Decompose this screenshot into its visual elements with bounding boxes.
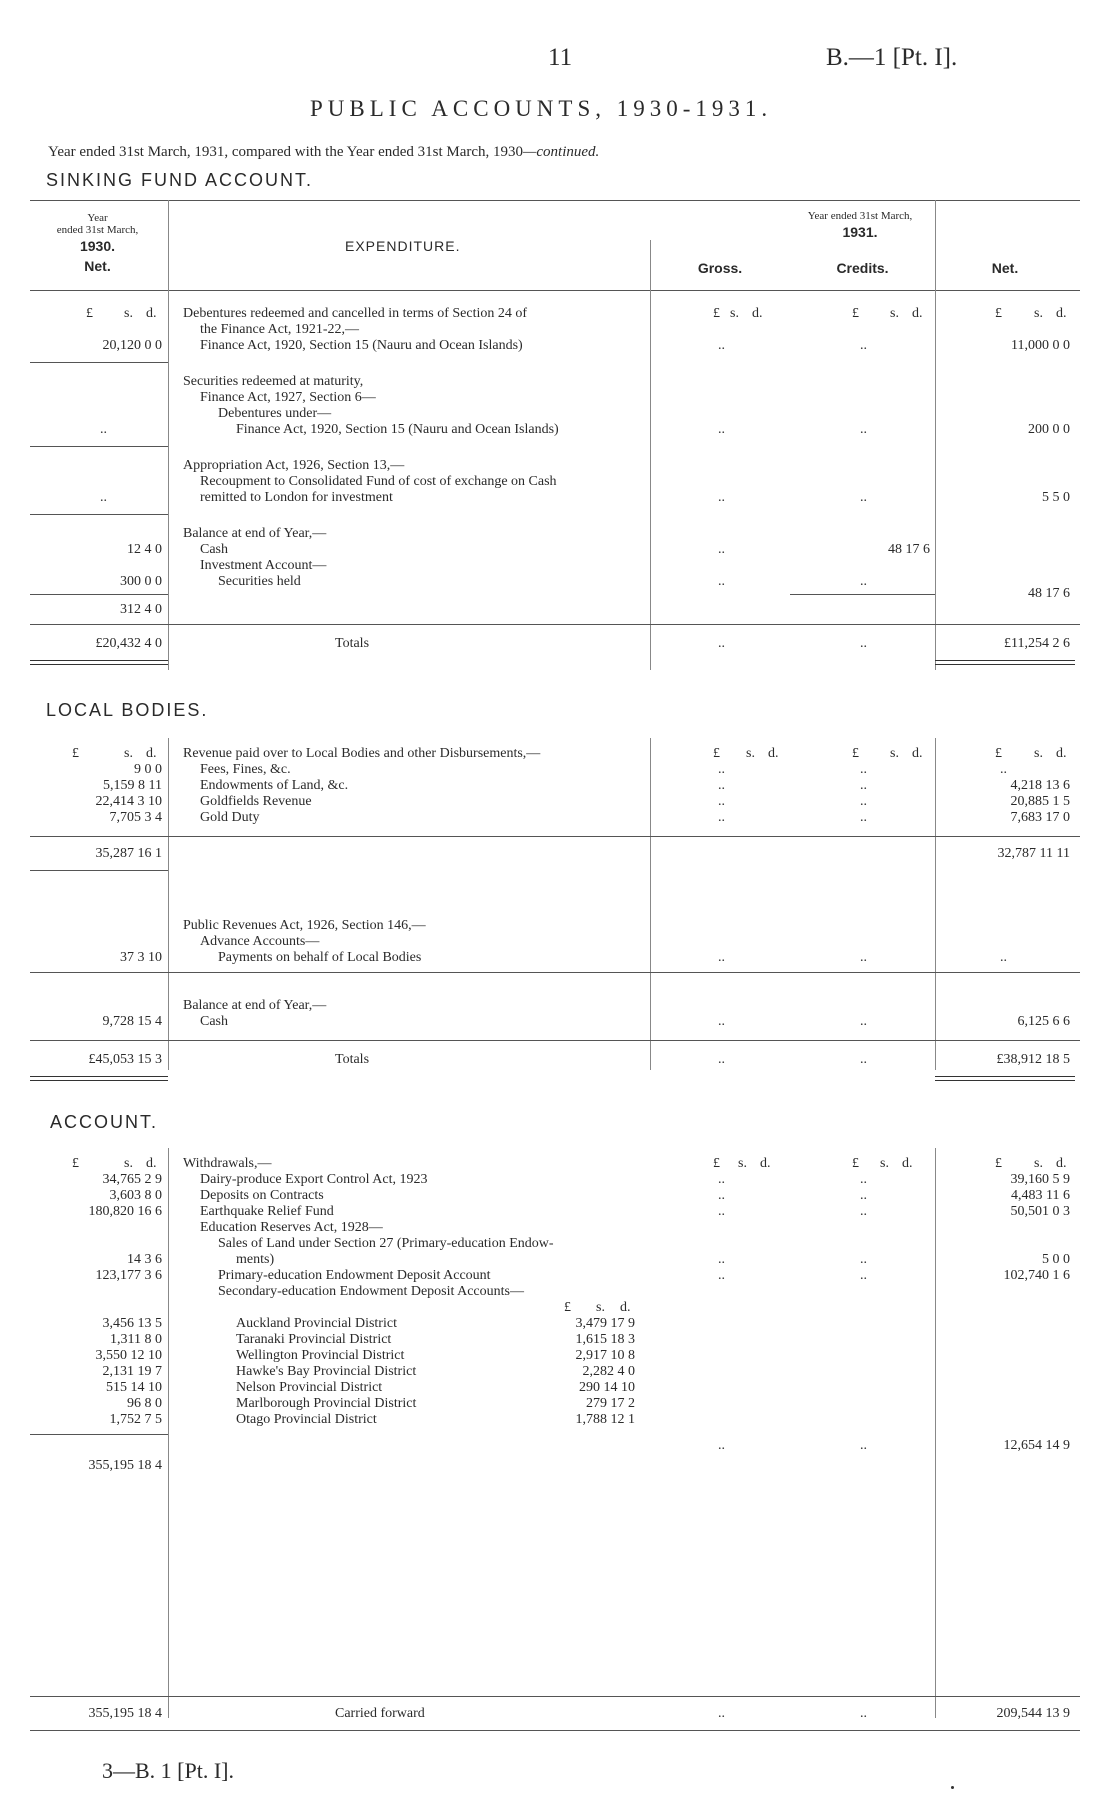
public-revenues-line1: Public Revenues Act, 1926, Section 146,— bbox=[183, 918, 426, 933]
col-cur-year-line: Year ended 31st March, bbox=[807, 210, 913, 222]
subtotal-rule bbox=[30, 836, 1080, 837]
debentures-line3: Finance Act, 1920, Section 15 (Nauru and Ocean Islands) bbox=[200, 338, 523, 353]
dots: .. bbox=[860, 1706, 867, 1721]
cash-credits: 48 17 6 bbox=[888, 542, 930, 557]
unit-s: s. bbox=[1034, 306, 1043, 321]
dots: .. bbox=[718, 810, 725, 825]
unit-d: d. bbox=[146, 746, 157, 761]
unit-s: s. bbox=[890, 746, 899, 761]
local-totals-label: Totals bbox=[335, 1052, 370, 1067]
account-item-label: Dairy-produce Export Control Act, 1923 bbox=[200, 1172, 428, 1187]
local-subtotal-prev: 35,287 16 1 bbox=[95, 846, 162, 861]
primary-prev: 123,177 3 6 bbox=[95, 1268, 162, 1283]
subtotal-rule bbox=[790, 594, 935, 595]
row-rule bbox=[30, 446, 168, 447]
row-rule bbox=[30, 972, 1080, 973]
dots: .. bbox=[860, 422, 867, 437]
dots: .. bbox=[718, 794, 725, 809]
public-revenues-net: .. bbox=[1000, 950, 1007, 965]
secondary-line: Secondary-education Endowment Deposit Accounts— bbox=[218, 1284, 524, 1299]
dots: .. bbox=[718, 542, 725, 557]
page-title: PUBLIC ACCOUNTS, 1930-1931. bbox=[310, 96, 773, 121]
district-prev: 3,456 13 5 bbox=[102, 1316, 162, 1331]
local-balance-line1: Balance at end of Year,— bbox=[183, 998, 327, 1013]
unit-pound: £ bbox=[995, 1156, 1002, 1171]
unit-d: d. bbox=[1056, 1156, 1067, 1171]
col-divider bbox=[168, 1148, 169, 1718]
col-divider bbox=[650, 738, 651, 1070]
district-amount: 1,615 18 3 bbox=[575, 1332, 635, 1347]
carried-forward-net: 209,544 13 9 bbox=[996, 1706, 1070, 1721]
dots: .. bbox=[718, 1014, 725, 1029]
page-subtitle bbox=[48, 144, 599, 161]
district-amount: 290 14 10 bbox=[579, 1380, 635, 1395]
balance-line1: Balance at end of Year,— bbox=[183, 526, 327, 541]
page-number: 11 bbox=[548, 44, 573, 71]
col-net: Net. bbox=[991, 260, 1019, 276]
securities-line3: Debentures under— bbox=[218, 406, 332, 421]
unit-d: d. bbox=[912, 746, 923, 761]
local-balance-line2: Cash bbox=[200, 1014, 228, 1029]
dots: .. bbox=[100, 422, 107, 437]
unit-d: d. bbox=[768, 746, 779, 761]
unit-d: d. bbox=[146, 1156, 157, 1171]
primary-line: Primary-education Endowment Deposit Account bbox=[218, 1268, 491, 1283]
balance-prev-total: 312 4 0 bbox=[120, 602, 162, 617]
local-totals-prev: £45,053 15 3 bbox=[88, 1052, 162, 1067]
account-item-label: Deposits on Contracts bbox=[200, 1188, 324, 1203]
primary-net: 102,740 1 6 bbox=[1003, 1268, 1070, 1283]
dots: .. bbox=[860, 950, 867, 965]
local-subtotal-net: 32,787 11 11 bbox=[997, 846, 1070, 861]
carried-forward-label: Carried forward bbox=[335, 1706, 425, 1721]
public-revenues-line3: Payments on behalf of Local Bodies bbox=[218, 950, 422, 965]
unit-d: d. bbox=[620, 1300, 631, 1315]
account-item-net: 4,483 11 6 bbox=[1011, 1188, 1070, 1203]
unit-d: d. bbox=[912, 306, 923, 321]
dots: .. bbox=[718, 1052, 725, 1067]
dots: .. bbox=[718, 636, 725, 651]
dots: .. bbox=[860, 762, 867, 777]
district-label: Taranaki Provincial District bbox=[236, 1332, 392, 1347]
securities-line2: Finance Act, 1927, Section 6— bbox=[200, 390, 376, 405]
sales-line1: Sales of Land under Section 27 (Primary-education Endow- bbox=[218, 1236, 554, 1251]
dots: .. bbox=[860, 338, 867, 353]
district-label: Marlborough Provincial District bbox=[236, 1396, 417, 1411]
dots: .. bbox=[860, 1052, 867, 1067]
unit-pound: £ bbox=[995, 306, 1002, 321]
unit-s: s. bbox=[124, 306, 133, 321]
revenue-heading: Revenue paid over to Local Bodies and other Disbursements,— bbox=[183, 746, 541, 761]
local-item-label: Gold Duty bbox=[200, 810, 260, 825]
col-gross: Gross. bbox=[697, 260, 743, 276]
row-rule bbox=[30, 624, 1080, 625]
subtotal-rule bbox=[30, 1434, 168, 1435]
local-item-label: Goldfields Revenue bbox=[200, 794, 312, 809]
dots: .. bbox=[718, 1172, 725, 1187]
totals-prev: £20,432 4 0 bbox=[95, 636, 162, 651]
section-heading-sinking-fund: SINKING FUND ACCOUNT. bbox=[46, 170, 314, 190]
dots: .. bbox=[718, 778, 725, 793]
sales-line2: ments) bbox=[236, 1252, 275, 1267]
unit-pound: £ bbox=[852, 306, 859, 321]
col-divider bbox=[935, 1148, 936, 1718]
totals-label: Totals bbox=[335, 636, 370, 651]
unit-s: s. bbox=[124, 1156, 133, 1171]
account-item-prev: 3,603 8 0 bbox=[109, 1188, 162, 1203]
dots: .. bbox=[860, 490, 867, 505]
unit-s: s. bbox=[596, 1300, 605, 1315]
unit-pound: £ bbox=[852, 1156, 859, 1171]
col-expenditure: EXPENDITURE. bbox=[345, 238, 461, 254]
unit-s: s. bbox=[730, 306, 739, 321]
district-amount: 1,788 12 1 bbox=[575, 1412, 635, 1427]
dots: .. bbox=[718, 1188, 725, 1203]
district-prev: 2,131 19 7 bbox=[102, 1364, 162, 1379]
unit-pound: £ bbox=[564, 1300, 571, 1315]
totals-net: £11,254 2 6 bbox=[1004, 636, 1070, 651]
district-amount: 2,282 4 0 bbox=[582, 1364, 635, 1379]
education-heading: Education Reserves Act, 1928— bbox=[200, 1220, 383, 1235]
sales-net: 5 0 0 bbox=[1042, 1252, 1070, 1267]
appropriation-line3: remitted to London for investment bbox=[200, 490, 393, 505]
dots: .. bbox=[860, 1252, 867, 1267]
balance-line3: Investment Account— bbox=[200, 558, 327, 573]
subtitle-continued: —continued. bbox=[523, 144, 600, 160]
unit-pound: £ bbox=[995, 746, 1002, 761]
col-divider bbox=[935, 200, 936, 670]
account-item-net: 39,160 5 9 bbox=[1010, 1172, 1070, 1187]
dots: .. bbox=[718, 574, 725, 589]
local-item-prev: 5,159 8 11 bbox=[103, 778, 162, 793]
local-balance-net: 6,125 6 6 bbox=[1017, 1014, 1070, 1029]
balance-line2: Cash bbox=[200, 542, 228, 557]
dots: .. bbox=[860, 1014, 867, 1029]
local-item-net: .. bbox=[1000, 762, 1007, 777]
sales-prev: 14 3 6 bbox=[127, 1252, 162, 1267]
district-amount: 3,479 17 9 bbox=[575, 1316, 635, 1331]
public-revenues-line2: Advance Accounts— bbox=[200, 934, 320, 949]
section-heading-account: ACCOUNT. bbox=[50, 1112, 159, 1132]
col-prev-net: Net. bbox=[84, 258, 111, 274]
district-label: Wellington Provincial District bbox=[236, 1348, 405, 1363]
subtotal-rule bbox=[30, 594, 168, 595]
unit-s: s. bbox=[124, 746, 133, 761]
unit-d: d. bbox=[752, 306, 763, 321]
district-label: Auckland Provincial District bbox=[236, 1316, 397, 1331]
account-item-net: 50,501 0 3 bbox=[1010, 1204, 1070, 1219]
unit-d: d. bbox=[902, 1156, 913, 1171]
district-prev: 96 8 0 bbox=[127, 1396, 162, 1411]
account-item-prev: 180,820 16 6 bbox=[88, 1204, 162, 1219]
debentures-net: 11,000 0 0 bbox=[1011, 338, 1070, 353]
document-reference: B.—1 [Pt. I]. bbox=[826, 44, 958, 71]
row-rule bbox=[30, 1730, 1080, 1731]
dots: .. bbox=[718, 338, 725, 353]
col-prev-year: 1930. bbox=[79, 238, 116, 254]
dots: .. bbox=[860, 1188, 867, 1203]
dots: .. bbox=[860, 636, 867, 651]
local-totals-net: £38,912 18 5 bbox=[996, 1052, 1070, 1067]
appropriation-line2: Recoupment to Consolidated Fund of cost of exchange on Cash bbox=[200, 474, 557, 489]
unit-pound: £ bbox=[852, 746, 859, 761]
dots: .. bbox=[860, 1172, 867, 1187]
dots: .. bbox=[860, 794, 867, 809]
dots: .. bbox=[718, 950, 725, 965]
dots: .. bbox=[718, 762, 725, 777]
debentures-line2: the Finance Act, 1921-22,— bbox=[200, 322, 360, 337]
dots: .. bbox=[718, 1706, 725, 1721]
col-divider bbox=[650, 240, 651, 670]
local-item-prev: 9 0 0 bbox=[134, 762, 162, 777]
ink-speck bbox=[951, 1786, 954, 1789]
subtitle-main: Year ended 31st March, 1931, compared with the Year ended 31st March, 1930 bbox=[48, 144, 524, 160]
col-cur-year: 1931. bbox=[842, 224, 878, 240]
debentures-line1: Debentures redeemed and cancelled in terms of Section 24 of bbox=[183, 306, 528, 321]
cash-prev: 12 4 0 bbox=[127, 542, 162, 557]
row-rule bbox=[30, 870, 168, 871]
unit-pound: £ bbox=[713, 746, 720, 761]
district-prev: 1,311 8 0 bbox=[110, 1332, 162, 1347]
dots: .. bbox=[860, 1268, 867, 1283]
district-label: Hawke's Bay Provincial District bbox=[236, 1364, 417, 1379]
col-prev-year-line2: ended 31st March, bbox=[56, 224, 139, 236]
unit-s: s. bbox=[746, 746, 755, 761]
unit-s: s. bbox=[1034, 746, 1043, 761]
securities-held-prev: 300 0 0 bbox=[120, 574, 162, 589]
col-divider bbox=[168, 200, 169, 670]
header-top-rule bbox=[30, 200, 1080, 201]
unit-pound: £ bbox=[713, 1156, 720, 1171]
dots: .. bbox=[718, 1204, 725, 1219]
dots: .. bbox=[718, 1438, 725, 1453]
dots: .. bbox=[718, 422, 725, 437]
debentures-prev: 20,120 0 0 bbox=[102, 338, 162, 353]
district-prev: 515 14 10 bbox=[106, 1380, 162, 1395]
district-label: Nelson Provincial District bbox=[236, 1380, 383, 1395]
appropriation-net: 5 5 0 bbox=[1042, 490, 1070, 505]
dots: .. bbox=[860, 778, 867, 793]
col-credits: Credits. bbox=[836, 260, 889, 276]
local-item-prev: 22,414 3 10 bbox=[95, 794, 162, 809]
appropriation-line1: Appropriation Act, 1926, Section 13,— bbox=[183, 458, 405, 473]
district-amount: 279 17 2 bbox=[586, 1396, 635, 1411]
local-item-net: 4,218 13 6 bbox=[1010, 778, 1070, 793]
withdrawals-heading: Withdrawals,— bbox=[183, 1156, 272, 1171]
dots: .. bbox=[860, 1438, 867, 1453]
public-revenues-prev: 37 3 10 bbox=[120, 950, 162, 965]
district-prev: 3,550 12 10 bbox=[95, 1348, 162, 1363]
unit-pound: £ bbox=[86, 306, 93, 321]
totals-double-rule bbox=[30, 1076, 168, 1081]
row-rule bbox=[30, 514, 168, 515]
securities-net: 200 0 0 bbox=[1028, 422, 1070, 437]
dots: .. bbox=[860, 574, 867, 589]
district-amount: 2,917 10 8 bbox=[575, 1348, 635, 1363]
col-prev-year-line1: Year bbox=[87, 212, 108, 224]
totals-double-rule bbox=[935, 1076, 1075, 1081]
col-divider bbox=[168, 738, 169, 1070]
carried-forward-prev: 355,195 18 4 bbox=[88, 1706, 162, 1721]
local-item-net: 20,885 1 5 bbox=[1010, 794, 1070, 809]
unit-s: s. bbox=[738, 1156, 747, 1171]
row-rule bbox=[30, 1696, 1080, 1697]
local-item-label: Endowments of Land, &c. bbox=[200, 778, 349, 793]
dots: .. bbox=[718, 1252, 725, 1267]
unit-s: s. bbox=[890, 306, 899, 321]
unit-d: d. bbox=[146, 306, 157, 321]
district-label: Otago Provincial District bbox=[236, 1412, 377, 1427]
dots: .. bbox=[718, 490, 725, 505]
col-divider bbox=[935, 738, 936, 1070]
securities-line1: Securities redeemed at maturity, bbox=[183, 374, 364, 389]
account-item-prev: 34,765 2 9 bbox=[102, 1172, 162, 1187]
local-item-net: 7,683 17 0 bbox=[1010, 810, 1070, 825]
totals-double-rule bbox=[30, 660, 168, 665]
unit-s: s. bbox=[1034, 1156, 1043, 1171]
balance-line4: Securities held bbox=[218, 574, 301, 589]
unit-d: d. bbox=[1056, 746, 1067, 761]
account-prev-subtotal: 355,195 18 4 bbox=[88, 1458, 162, 1473]
secondary-net: 12,654 14 9 bbox=[1003, 1438, 1070, 1453]
unit-d: d. bbox=[760, 1156, 771, 1171]
district-prev: 1,752 7 5 bbox=[109, 1412, 162, 1427]
securities-line4: Finance Act, 1920, Section 15 (Nauru and Ocean Islands) bbox=[236, 422, 559, 437]
dots: .. bbox=[100, 490, 107, 505]
row-rule bbox=[30, 1040, 1080, 1041]
unit-pound: £ bbox=[72, 1156, 79, 1171]
account-item-label: Earthquake Relief Fund bbox=[200, 1204, 334, 1219]
local-balance-prev: 9,728 15 4 bbox=[102, 1014, 162, 1029]
unit-pound: £ bbox=[713, 306, 720, 321]
dots: .. bbox=[860, 810, 867, 825]
totals-double-rule bbox=[935, 660, 1075, 665]
unit-pound: £ bbox=[72, 746, 79, 761]
local-item-prev: 7,705 3 4 bbox=[109, 810, 162, 825]
local-item-label: Fees, Fines, &c. bbox=[200, 762, 291, 777]
unit-d: d. bbox=[1056, 306, 1067, 321]
section-heading-local-bodies: LOCAL BODIES. bbox=[46, 700, 209, 720]
unit-s: s. bbox=[880, 1156, 889, 1171]
row-rule bbox=[30, 362, 168, 363]
balance-net: 48 17 6 bbox=[1028, 586, 1070, 601]
dots: .. bbox=[860, 1204, 867, 1219]
header-bottom-rule bbox=[30, 290, 1080, 291]
dots: .. bbox=[718, 1268, 725, 1283]
signature-mark: 3—B. 1 [Pt. I]. bbox=[102, 1758, 234, 1783]
